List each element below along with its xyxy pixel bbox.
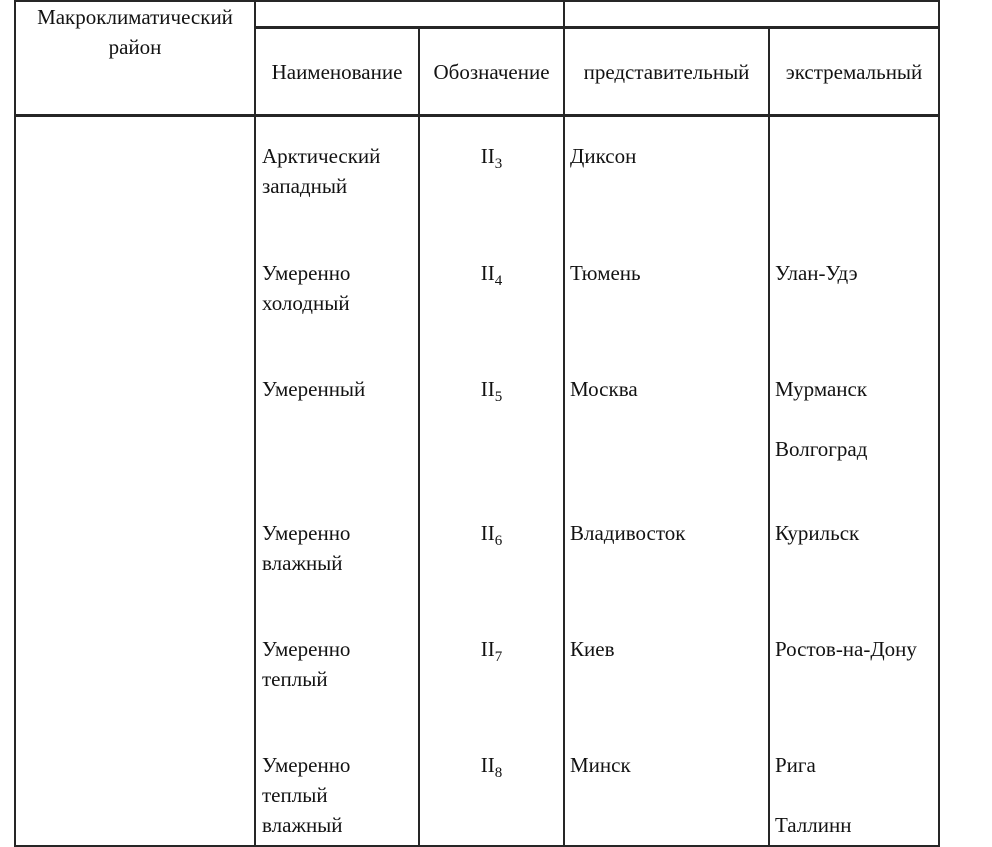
- extreme-city: Таллинн: [775, 813, 852, 837]
- climate-regions-table: [14, 0, 940, 847]
- header-labels-row: [256, 29, 938, 114]
- extreme-city-cell: [770, 117, 938, 234]
- designation-base: II: [480, 521, 495, 545]
- header-label-name: Наименование: [271, 59, 403, 84]
- zone-name: Умеренно теплый влажный: [262, 753, 351, 837]
- extreme-city: Рига: [775, 753, 816, 777]
- extreme-city-cell: [770, 610, 938, 726]
- designation-cell: [420, 350, 565, 494]
- header-label-representative: представительный: [583, 59, 750, 84]
- header-cell-extreme: [770, 29, 938, 114]
- zone-name-cell: [256, 726, 420, 845]
- designation-subscript: 6: [494, 533, 503, 549]
- zone-name: Арктический западный: [262, 144, 381, 198]
- representative-city-cell: [565, 726, 770, 845]
- region-cell: [16, 726, 256, 845]
- designation-base: II: [480, 377, 495, 401]
- region-cell: [16, 610, 256, 726]
- zone-name: Умеренный: [262, 377, 366, 401]
- designation-base: II: [480, 144, 495, 168]
- designation-base: II: [480, 637, 495, 661]
- region-cell: [16, 234, 256, 350]
- representative-city-cell: [565, 117, 770, 234]
- region-cell: [16, 350, 256, 494]
- extreme-city: Курильск: [775, 521, 860, 545]
- table-row: [16, 726, 938, 847]
- representative-city: Москва: [570, 377, 638, 401]
- zone-name: Умеренно холодный: [262, 261, 351, 315]
- representative-city: Диксон: [570, 144, 637, 168]
- designation-cell: [420, 494, 565, 610]
- designation-cell: [420, 234, 565, 350]
- designation-cell: [420, 610, 565, 726]
- header-label-extreme: экстремальный: [785, 59, 923, 84]
- representative-city: Тюмень: [570, 261, 641, 285]
- header-cell-designation: [420, 29, 565, 114]
- representative-city: Владивосток: [570, 521, 686, 545]
- representative-city: Минск: [570, 753, 631, 777]
- zone-name-cell: [256, 234, 420, 350]
- representative-city-cell: [565, 494, 770, 610]
- header-right-section: [256, 2, 938, 114]
- representative-city-cell: [565, 350, 770, 494]
- zone-name-cell: [256, 350, 420, 494]
- designation-subscript: 5: [494, 389, 503, 405]
- designation-cell: [420, 726, 565, 845]
- header-cell-macroclimatic-region: [16, 2, 256, 114]
- table-header: [16, 2, 938, 117]
- header-label-designation: Обозначение: [433, 59, 550, 84]
- header-group-row: [256, 2, 938, 29]
- designation-subscript: 4: [494, 273, 503, 289]
- extreme-city-cell: [770, 234, 938, 350]
- zone-name-cell: [256, 494, 420, 610]
- header-cell-representative: [565, 29, 770, 114]
- table-row: [16, 610, 938, 726]
- zone-name-cell: [256, 117, 420, 234]
- header-cell-name: [256, 29, 420, 114]
- table-row: [16, 117, 938, 234]
- extreme-city: Ростов-на-Дону: [775, 637, 917, 661]
- representative-city: Киев: [570, 637, 615, 661]
- header-label-macroclimatic-region: Макроклиматический район: [37, 5, 233, 59]
- header-group-cell-points: [565, 2, 938, 26]
- designation-base: II: [480, 753, 495, 777]
- table-row: [16, 494, 938, 610]
- designation-subscript: 8: [494, 765, 503, 781]
- extreme-city: Мурманск: [775, 377, 868, 401]
- header-group-cell-zone: [256, 2, 565, 26]
- table-row: [16, 350, 938, 494]
- region-cell: [16, 494, 256, 610]
- designation-subscript: 7: [494, 649, 503, 665]
- extreme-city: Волгоград: [775, 437, 868, 461]
- representative-city-cell: [565, 610, 770, 726]
- region-cell: [16, 117, 256, 234]
- zone-name: Умеренно теплый: [262, 637, 351, 691]
- zone-name: Умеренно влажный: [262, 521, 351, 575]
- zone-name-cell: [256, 610, 420, 726]
- designation-base: II: [480, 261, 495, 285]
- designation-subscript: 3: [494, 156, 503, 172]
- extreme-city-cell: [770, 350, 938, 494]
- extreme-city: Улан-Удэ: [775, 261, 858, 285]
- representative-city-cell: [565, 234, 770, 350]
- extreme-city-cell: [770, 494, 938, 610]
- designation-cell: [420, 117, 565, 234]
- extreme-city-cell: [770, 726, 938, 845]
- table-row: [16, 234, 938, 350]
